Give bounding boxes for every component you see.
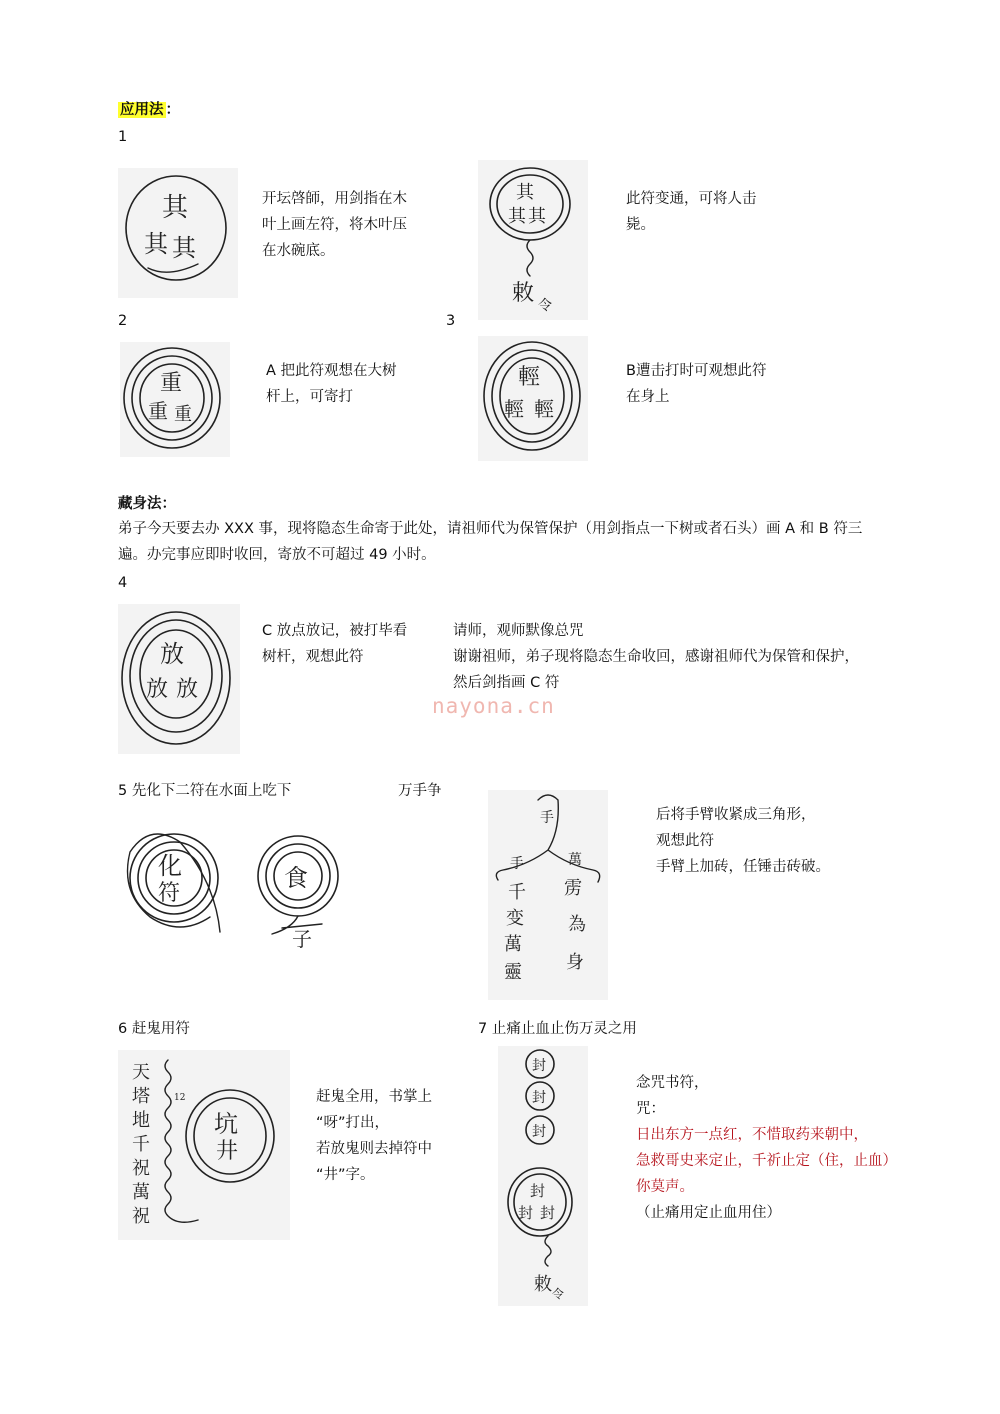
talisman-char: 身 — [566, 952, 584, 973]
item1b-description: 此符变通，可将人击 毙。 — [626, 191, 757, 233]
item5-description: 后将手臂收紧成三角形， 观想此符 手臂上加砖，任锤击砖破。 — [656, 807, 830, 875]
talisman-char: 封 — [532, 1124, 546, 1140]
talisman-char: 重 — [148, 399, 168, 423]
talisman-char: 天 — [132, 1062, 150, 1083]
talisman-char: 重 — [174, 404, 192, 425]
talisman-char: 放 — [176, 677, 199, 702]
talisman-char: 放 — [146, 677, 169, 702]
talisman-char: 千 — [508, 882, 526, 903]
talisman-char: 敕 — [534, 1274, 552, 1295]
talisman-char: 封 — [532, 1058, 546, 1074]
talisman-char: 井 — [216, 1139, 239, 1164]
item-number-3: 3 — [446, 313, 456, 329]
talisman-char: 輕 — [534, 397, 554, 421]
talisman-char: 地 — [132, 1110, 150, 1131]
talisman-ghost-image — [118, 1050, 290, 1240]
talisman-qi-image — [118, 168, 238, 298]
talisman-char: 其 — [144, 230, 168, 258]
item3-description: B遭击打时可观想此符 在身上 — [626, 363, 767, 405]
item-number-4: 4 — [118, 575, 128, 591]
talisman-char: 手 — [510, 856, 524, 872]
talisman-char: 輕 — [504, 397, 524, 421]
talisman-shi-zi-image — [252, 832, 352, 952]
hide-text-line2: 遍。办完事应即时收回，寄放不可超过 49 小时。 — [118, 547, 436, 563]
talisman-char: 其 — [516, 182, 534, 203]
talisman-char: 封 — [540, 1204, 556, 1222]
talisman-fang-image — [118, 604, 240, 754]
apply-heading: 应用法 ： — [120, 102, 180, 118]
item-number-2: 2 — [118, 313, 128, 329]
talisman-char: 子 — [292, 927, 312, 951]
item4-description: C 放点放记，被打毕看 树杆，观想此符 — [262, 623, 408, 665]
talisman-char: 輕 — [518, 365, 541, 390]
item6-description: 赶鬼全用，书掌上 “呀”打出， 若放鬼则去掉符中 “井”字。 — [316, 1089, 432, 1183]
talisman-hua-fu-image — [120, 822, 230, 942]
incantation-line: 日出东方一点红，不惜取药来朝中， — [636, 1127, 868, 1143]
item-number-1: 1 — [118, 129, 128, 145]
talisman-qing-image — [478, 336, 588, 461]
talisman-char: 其 — [528, 206, 546, 227]
talisman-number: 12 — [174, 1093, 186, 1103]
talisman-qi-chiling-image — [478, 160, 588, 320]
talisman-char: 萬 — [568, 852, 582, 868]
talisman-char: 萬 — [504, 934, 522, 955]
item5-label: 5 先化下二符在水面上吃下 — [118, 783, 292, 799]
talisman-char: 塔 — [132, 1086, 150, 1107]
talisman-char: 放 — [160, 640, 184, 668]
item5-mid-label: 万手争 — [398, 783, 442, 799]
item7-description: 念咒书符， 咒： 日出东方一点红，不惜取药来朝中， 急救哥史来定止，千祈止定（住，止血） 你莫声。 （止痛用定止血用住） — [636, 1075, 897, 1221]
talisman-char: 祝 — [132, 1206, 150, 1227]
incantation-line: 你莫声。 — [636, 1179, 694, 1195]
talisman-char: 其 — [172, 234, 196, 262]
talisman-char: 封 — [530, 1182, 546, 1200]
talisman-char: 令 — [552, 1287, 565, 1301]
hide-text-line1: 弟子今天要去办 XXX 事，现将隐态生命寄于此处，请祖师代为保管保护（用剑指点一下树或者石头）画 A 和 B 符三 — [118, 521, 863, 537]
talisman-char: 千 — [132, 1134, 150, 1155]
talisman-feng-image — [498, 1046, 588, 1306]
incantation-line: 急救哥史来定止，千祈止定（住，止血） — [636, 1153, 897, 1169]
item1-description: 开坛啓師，用剑指在木 叶上画左符，将木叶压 在水碗底。 — [262, 191, 407, 259]
item4-right-text: 请师，观师默像总咒 谢谢祖师，弟子现将隐态生命收回，感谢祖师代为保管和保护， 然后剑指画 C 符 — [453, 623, 859, 691]
talisman-char: 其 — [508, 206, 526, 227]
item6-label: 6 赶鬼用符 — [118, 1021, 190, 1037]
talisman-char: 為 — [568, 914, 586, 935]
talisman-char: 手 — [540, 810, 554, 826]
talisman-zhong-image — [120, 342, 230, 457]
talisman-char: 坑 — [214, 1110, 238, 1138]
hide-heading: 藏身法： — [118, 496, 176, 512]
talisman-wan-shou-image — [488, 790, 608, 1000]
talisman-char: 食 — [284, 864, 308, 892]
watermark: nayona.cn — [432, 694, 555, 718]
talisman-char: 符 — [158, 881, 181, 906]
talisman-char: 靈 — [504, 962, 522, 983]
talisman-char: 敕 — [512, 281, 535, 306]
talisman-char: 封 — [518, 1204, 534, 1222]
talisman-char: 其 — [162, 193, 189, 223]
talisman-char: 变 — [506, 908, 524, 929]
talisman-char: 祝 — [132, 1158, 150, 1179]
talisman-char: 萬 — [132, 1182, 150, 1203]
talisman-char: 重 — [160, 371, 183, 396]
talisman-char: 令 — [538, 298, 552, 314]
talisman-char: 雳 — [564, 878, 582, 899]
item2-description: A 把此符观想在大树 杆上，可寄打 — [266, 363, 397, 405]
item7-label: 7 止痛止血止伤万灵之用 — [478, 1021, 637, 1037]
talisman-char: 化 — [158, 852, 182, 880]
talisman-char: 封 — [532, 1090, 546, 1106]
